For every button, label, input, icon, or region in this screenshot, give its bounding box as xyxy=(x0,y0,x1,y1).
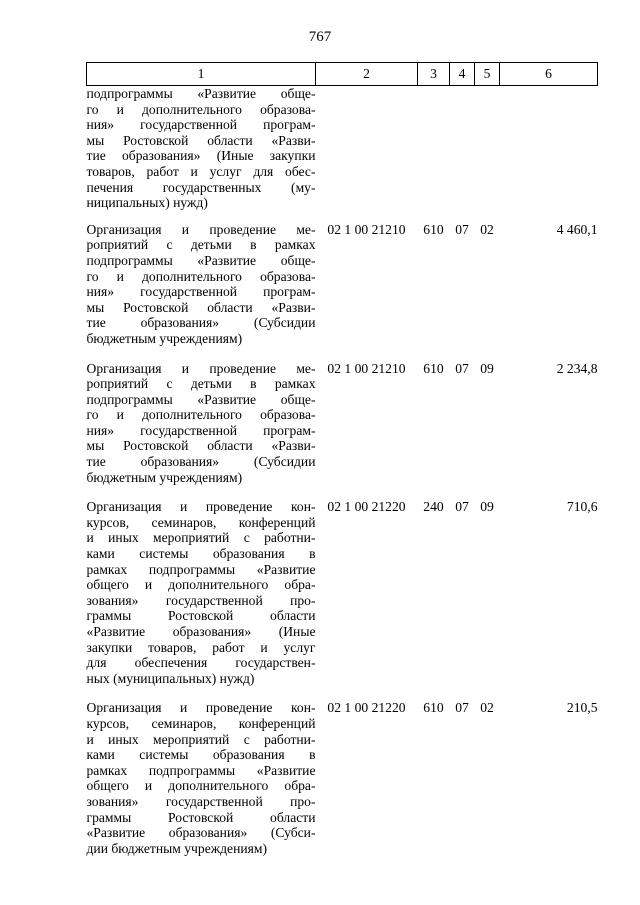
row-section: 07 xyxy=(455,499,469,515)
description-line: «Развитие образования» (Иные xyxy=(86,624,316,639)
description-line: подпрограммы «Развитие обще- xyxy=(86,252,316,268)
description-line: мы Ростовской области «Разви- xyxy=(86,132,316,148)
row-amount: 2 234,8 xyxy=(556,360,598,376)
row-description xyxy=(87,700,316,870)
description-line: тие образования» (Субсидии xyxy=(86,454,316,470)
description-line: граммы Ростовской области xyxy=(86,809,316,825)
row-subsection: 09 xyxy=(480,499,494,515)
row-expense-type: 610 xyxy=(423,360,444,376)
row-subsection xyxy=(475,86,500,222)
description-line: бюджетным учреждениям) xyxy=(86,469,243,485)
row-amount: 4 460,1 xyxy=(556,221,598,237)
table-row xyxy=(87,222,598,361)
description-line: ками системы образования в xyxy=(86,546,316,562)
description-line: товаров, работ и услуг для обес- xyxy=(86,163,316,179)
row-amount: 210,5 xyxy=(566,700,598,716)
description-line: курсов, семинаров, конференций xyxy=(86,715,316,731)
row-description xyxy=(87,499,316,700)
description-line: ния» государственной програм- xyxy=(86,422,316,438)
row-target-code: 02 1 00 21210 xyxy=(327,221,406,237)
table-row xyxy=(87,86,598,222)
row-expense-type: 240 xyxy=(423,499,444,515)
row-description xyxy=(87,86,316,222)
row-expense-type: 610 xyxy=(423,221,444,237)
description-line: го и дополнительного образова- xyxy=(86,268,316,284)
row-subsection: 09 xyxy=(480,360,494,376)
description-line: го и дополнительного образова- xyxy=(86,101,316,117)
description-line: для обеспечения государствен- xyxy=(86,655,316,671)
description-line: рамках подпрограммы «Развитие xyxy=(86,762,316,778)
description-line: общего и дополнительного обра- xyxy=(86,778,316,794)
description-line: ных (муниципальных) нужд) xyxy=(86,670,255,686)
description-line: мы Ростовской области «Разви- xyxy=(86,299,316,315)
table-row xyxy=(87,499,598,700)
row-section: 07 xyxy=(455,360,469,376)
description-line: Организация и проведение кон- xyxy=(86,700,316,716)
row-target-code: 02 1 00 21220 xyxy=(327,700,406,716)
description-line: тие образования» (Субсидии xyxy=(86,315,316,331)
table-body xyxy=(87,86,598,871)
description-line: зования» государственной про- xyxy=(86,793,316,809)
description-line: роприятий с детьми в рамках xyxy=(86,237,316,253)
description-line: Организация и проведение кон- xyxy=(86,499,316,515)
description-line: «Развитие образования» (Субси- xyxy=(86,825,316,841)
description-line: курсов, семинаров, конференций xyxy=(86,514,316,530)
column-header-4: 4 xyxy=(450,63,475,86)
description-line: граммы Ростовской области xyxy=(86,608,316,624)
column-header-6: 6 xyxy=(500,63,598,86)
row-target-code: 02 1 00 21210 xyxy=(327,360,406,376)
description-line: го и дополнительного образова- xyxy=(86,407,316,423)
row-description xyxy=(87,222,316,361)
description-line: печения государственных (му- xyxy=(86,179,316,195)
column-header-3: 3 xyxy=(418,63,450,86)
description-line: ниципальных) нужд) xyxy=(86,195,208,211)
description-line: ками системы образования в xyxy=(86,747,316,763)
row-subsection: 02 xyxy=(480,700,494,716)
table-row xyxy=(87,361,598,500)
row-section: 07 xyxy=(455,221,469,237)
description-line: закупки товаров, работ и услуг xyxy=(86,639,316,655)
column-header-1: 1 xyxy=(87,63,316,86)
row-expense-type: 610 xyxy=(423,700,444,716)
description-line: подпрограммы «Развитие обще- xyxy=(86,86,316,101)
description-line: зования» государственной про- xyxy=(86,592,316,608)
description-line: рамках подпрограммы «Развитие xyxy=(86,561,316,577)
description-line: мы Ростовской области «Разви- xyxy=(86,438,316,454)
row-target-code: 02 1 00 21220 xyxy=(327,499,406,515)
description-line: и иных мероприятий с работни- xyxy=(86,731,316,747)
description-line: и иных мероприятий с работни- xyxy=(86,530,316,546)
row-subsection: 02 xyxy=(480,221,494,237)
row-description xyxy=(87,361,316,500)
description-line: Организация и проведение ме- xyxy=(86,360,316,376)
column-header-2: 2 xyxy=(316,63,418,86)
row-section xyxy=(450,86,475,222)
budget-table xyxy=(86,62,598,870)
table-header-row xyxy=(87,63,598,86)
description-line: тие образования» (Иные закупки xyxy=(86,148,316,164)
description-line: бюджетным учреждениям) xyxy=(86,330,243,346)
row-expense-type xyxy=(418,86,450,222)
description-line: ния» государственной програм- xyxy=(86,284,316,300)
row-target-code xyxy=(316,86,418,222)
description-line: Организация и проведение ме- xyxy=(86,221,316,237)
row-amount xyxy=(500,86,598,222)
description-line: ния» государственной програм- xyxy=(86,117,316,133)
description-line: подпрограммы «Развитие обще- xyxy=(86,391,316,407)
description-line: общего и дополнительного обра- xyxy=(86,577,316,593)
page-number: 767 xyxy=(308,29,332,45)
table-row xyxy=(87,700,598,870)
description-line: дии бюджетным учреждениям) xyxy=(86,840,267,856)
description-line: роприятий с детьми в рамках xyxy=(86,376,316,392)
row-section: 07 xyxy=(455,700,469,716)
column-header-5: 5 xyxy=(475,63,500,86)
row-amount: 710,6 xyxy=(566,499,598,515)
